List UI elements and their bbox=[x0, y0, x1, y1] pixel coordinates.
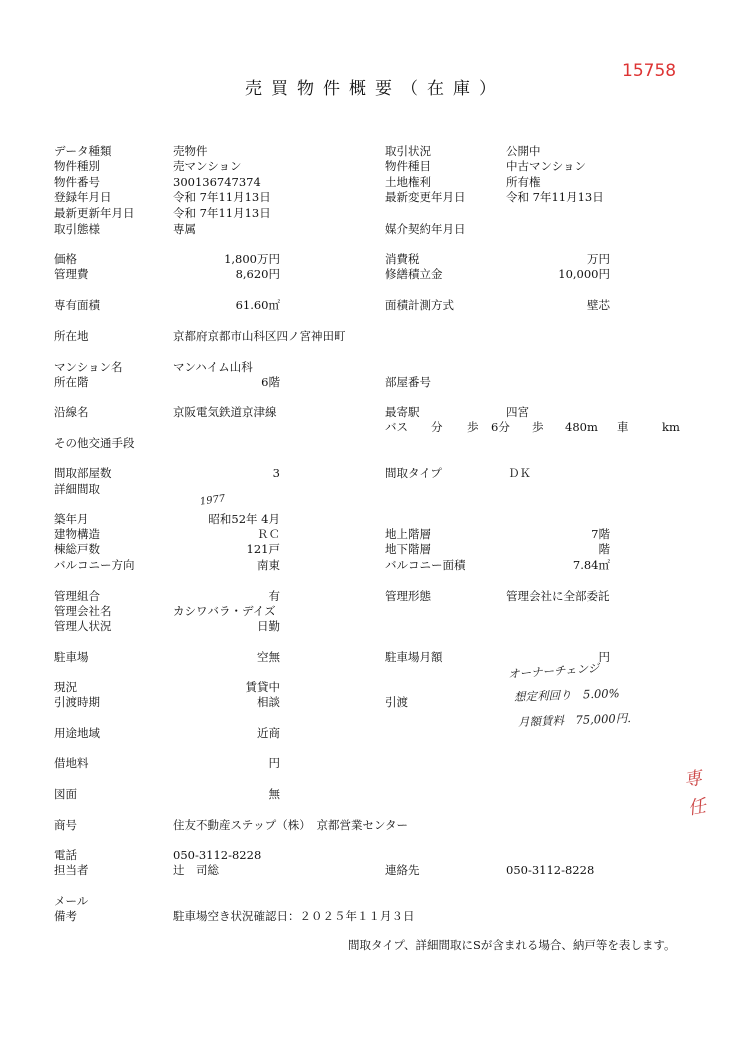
handwritten-year: 1977 bbox=[199, 493, 227, 508]
label-lease-fee: 借地料 bbox=[54, 756, 89, 770]
label-bus-min: 分 bbox=[431, 420, 443, 434]
value-property-item: 中古マンション bbox=[506, 159, 586, 173]
label-car: 車 bbox=[617, 420, 629, 434]
value-updated-date: 令和 7年11月13日 bbox=[173, 206, 271, 220]
label-station: 最寄駅 bbox=[385, 405, 420, 419]
value-repair-reserve: 10,000円 bbox=[558, 267, 610, 281]
value-delivery-time: 相談 bbox=[257, 695, 280, 709]
value-contact: 050-3112-8228 bbox=[506, 863, 595, 877]
label-parking-fee: 駐車場月額 bbox=[385, 650, 443, 664]
label-property-item: 物件種目 bbox=[385, 159, 431, 173]
value-station: 四宮 bbox=[506, 405, 529, 419]
label-phone: 電話 bbox=[54, 848, 77, 862]
value-land-right: 所有権 bbox=[506, 175, 541, 189]
value-current-status: 賃貸中 bbox=[245, 680, 280, 694]
label-bus: バス bbox=[385, 420, 408, 434]
value-total-units: 121戸 bbox=[246, 542, 280, 556]
value-phone: 050-3112-8228 bbox=[173, 848, 262, 862]
value-management-company: カシワバラ・デイズ bbox=[173, 604, 276, 618]
value-manager-status: 日勤 bbox=[257, 619, 280, 633]
stamp-number: 15758 bbox=[622, 61, 677, 81]
value-deal-type: 専属 bbox=[173, 222, 196, 236]
value-zoning: 近商 bbox=[257, 726, 280, 740]
label-updated-date: 最新更新年月日 bbox=[54, 206, 135, 220]
label-contract-date: 媒介契約年月日 bbox=[385, 222, 466, 236]
label-zoning: 用途地域 bbox=[54, 726, 100, 740]
value-deal-status: 公開中 bbox=[506, 144, 541, 158]
value-walk-m: 480m bbox=[565, 420, 598, 434]
value-notes: 駐車場空き状況確認日：２０２５年１１月３日 bbox=[173, 909, 415, 923]
label-price: 価格 bbox=[54, 252, 77, 266]
value-exclusive-area: 61.60㎡ bbox=[235, 298, 280, 312]
label-below-floors: 地下階層 bbox=[385, 542, 431, 556]
label-parking: 駐車場 bbox=[54, 650, 89, 664]
label-built: 築年月 bbox=[54, 512, 89, 526]
value-line: 京阪電気鉄道京津線 bbox=[173, 405, 277, 419]
label-management-union: 管理組合 bbox=[54, 589, 100, 603]
value-management-form: 管理会社に全部委託 bbox=[506, 589, 610, 603]
label-balcony-direction: バルコニー方向 bbox=[54, 558, 135, 572]
label-mansion-name: マンション名 bbox=[54, 360, 123, 374]
handwritten-note-yield: 想定利回り 5.00% bbox=[513, 686, 620, 704]
label-area-method: 面積計測方式 bbox=[385, 298, 454, 312]
label-other-transport: その他交通手段 bbox=[54, 436, 135, 450]
value-property-kind: 売マンション bbox=[173, 159, 242, 173]
label-tax: 消費税 bbox=[385, 252, 420, 266]
label-line: 沿線名 bbox=[54, 405, 89, 419]
value-walk-min: 6分 bbox=[491, 420, 510, 434]
handwritten-note-rent: 月額賃料 75,000円. bbox=[517, 711, 632, 729]
label-drawing: 図面 bbox=[54, 787, 77, 801]
label-manager-status: 管理人状況 bbox=[54, 619, 112, 633]
label-property-number: 物件番号 bbox=[54, 175, 100, 189]
value-person: 辻 司総 bbox=[173, 863, 219, 877]
label-room-number: 部屋番号 bbox=[385, 375, 431, 389]
label-room-type: 間取タイプ bbox=[385, 466, 442, 480]
label-data-type: データ種類 bbox=[54, 144, 112, 158]
value-mansion-name: マンハイム山科 bbox=[173, 360, 253, 374]
value-floor: 6階 bbox=[261, 375, 280, 389]
label-person: 担当者 bbox=[54, 863, 89, 877]
value-data-type: 売物件 bbox=[173, 144, 208, 158]
label-room-count: 間取部屋数 bbox=[54, 466, 112, 480]
handwritten-red-mark-1: 専 bbox=[682, 767, 704, 792]
label-management-company: 管理会社名 bbox=[54, 604, 112, 618]
label-deal-type: 取引態様 bbox=[54, 222, 100, 236]
label-walk2: 歩 bbox=[532, 420, 544, 434]
value-parking-fee: 円 bbox=[598, 650, 610, 664]
value-management-union: 有 bbox=[268, 589, 280, 603]
value-structure: ＲＣ bbox=[257, 527, 280, 541]
value-tax: 万円 bbox=[587, 252, 610, 266]
value-area-method: 壁芯 bbox=[587, 298, 610, 312]
label-contact: 連絡先 bbox=[385, 863, 420, 877]
value-drawing: 無 bbox=[268, 787, 280, 801]
value-below-floors: 階 bbox=[598, 542, 610, 556]
value-registered-date: 令和 7年11月13日 bbox=[173, 190, 271, 204]
label-km: km bbox=[662, 420, 680, 434]
label-current-status: 現況 bbox=[54, 680, 77, 694]
value-company: 住友不動産ステップ（株） 京都営業センター bbox=[173, 818, 409, 832]
handwritten-red-mark-2: 任 bbox=[686, 795, 708, 820]
label-land-right: 土地権利 bbox=[385, 175, 431, 189]
label-room-detail: 詳細間取 bbox=[54, 482, 100, 496]
label-mail: メール bbox=[54, 894, 89, 908]
label-above-floors: 地上階層 bbox=[385, 527, 431, 541]
value-management-fee: 8,620円 bbox=[235, 267, 280, 281]
value-lease-fee: 円 bbox=[268, 756, 280, 770]
value-changed-date: 令和 7年11月13日 bbox=[506, 190, 604, 204]
label-management-fee: 管理費 bbox=[54, 267, 89, 281]
label-management-form: 管理形態 bbox=[385, 589, 431, 603]
label-balcony-area: バルコニー面積 bbox=[385, 558, 466, 572]
value-room-type: ＤＫ bbox=[508, 466, 531, 480]
label-walk1: 歩 bbox=[467, 420, 479, 434]
label-location: 所在地 bbox=[54, 329, 89, 343]
value-price: 1,800万円 bbox=[224, 252, 280, 266]
label-exclusive-area: 専有面積 bbox=[54, 298, 100, 312]
value-balcony-area: 7.84㎡ bbox=[572, 558, 610, 572]
label-registered-date: 登録年月日 bbox=[54, 190, 112, 204]
page-title: 売買物件概要（在庫） bbox=[245, 79, 505, 99]
value-above-floors: 7階 bbox=[591, 527, 610, 541]
value-balcony-direction: 南東 bbox=[257, 558, 280, 572]
label-delivery-time: 引渡時期 bbox=[54, 695, 100, 709]
label-notes: 備考 bbox=[54, 909, 77, 923]
label-structure: 建物構造 bbox=[54, 527, 100, 541]
footer-note: 間取タイプ、詳細間取にSが含まれる場合、納戸等を表します。 bbox=[348, 938, 676, 952]
label-handover: 引渡 bbox=[385, 695, 408, 709]
value-built: 昭和52年 4月 bbox=[208, 512, 280, 526]
label-changed-date: 最新変更年月日 bbox=[385, 190, 466, 204]
label-repair-reserve: 修繕積立金 bbox=[385, 267, 443, 281]
value-property-number: 300136747374 bbox=[173, 175, 261, 189]
label-property-kind: 物件種別 bbox=[54, 159, 100, 173]
value-location: 京都府京都市山科区四ノ宮神田町 bbox=[173, 329, 346, 343]
label-company: 商号 bbox=[54, 818, 77, 832]
label-floor: 所在階 bbox=[54, 375, 89, 389]
value-parking: 空無 bbox=[257, 650, 280, 664]
label-total-units: 棟総戸数 bbox=[54, 542, 100, 556]
value-room-count: 3 bbox=[272, 466, 280, 480]
label-deal-status: 取引状況 bbox=[385, 144, 431, 158]
handwritten-note-owner-change: オーナーチェンジ bbox=[507, 660, 600, 682]
